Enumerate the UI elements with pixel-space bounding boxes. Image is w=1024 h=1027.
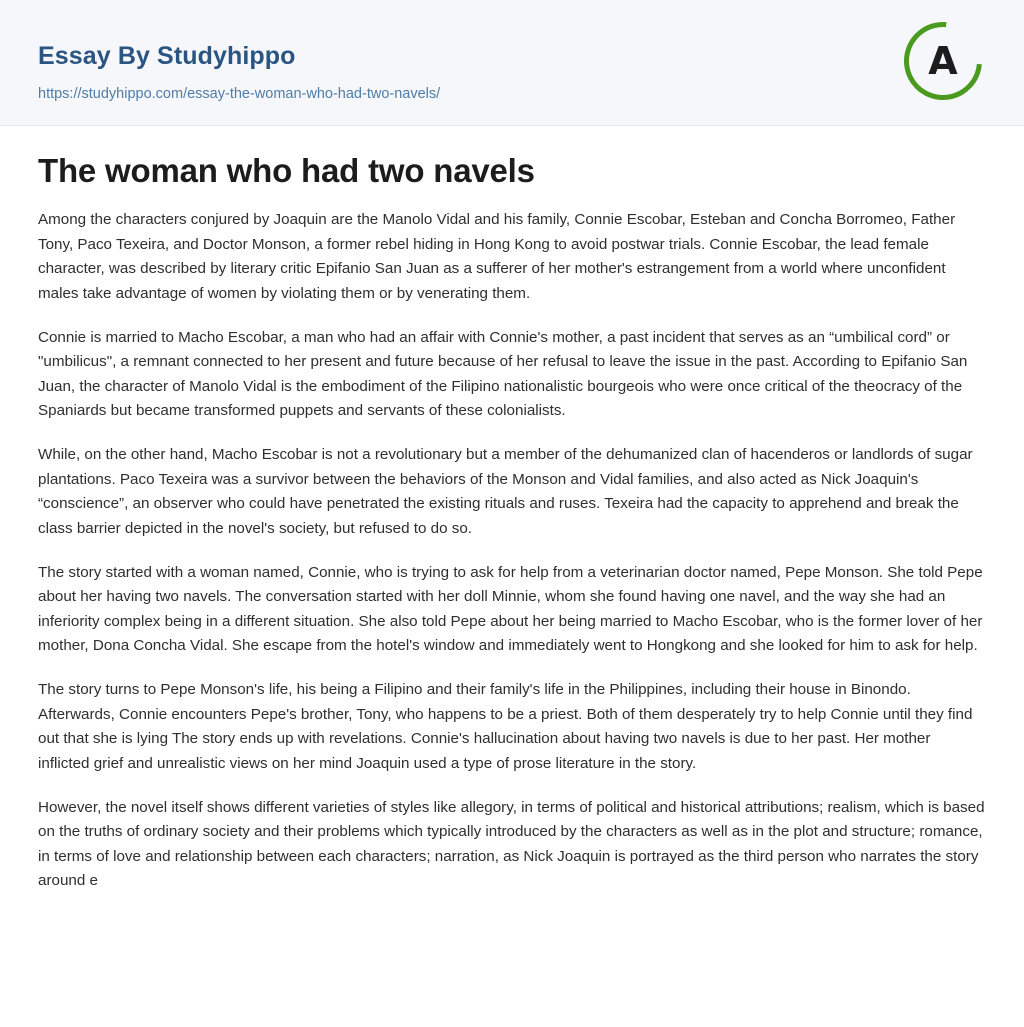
page-title: The woman who had two navels [38,152,535,189]
essay-paragraph: Among the characters conjured by Joaquin are the Manolo Vidal and his family, Connie Escobar, Esteban and Concha Borromeo, Father Tony, Paco Texeira, and Doctor Monson, a former rebel hiding in Hong Kong to avoid postwar trials. Connie Escobar, the lead female character, was described by literary critic Epifanio San Juan as a sufferer of her mother's estrangement from a world where unconfident males take advantage of women by violating them or by venerating them. [38,211,956,302]
logo-letter-a: A [928,39,958,83]
source-url-link[interactable]: https://studyhippo.com/essay-the-woman-who-had-two-navels/ [38,86,441,102]
site-header [0,0,1024,126]
essay-paragraph: While, on the other hand, Macho Escobar is not a revolutionary but a member of the dehumanized clan of hacenderos or landlords of sugar plantations. Paco Texeira was a survivor between the behaviors of the Monson and Vidal families, and also acted as Nick Joaquin's “conscience”, an observer who could have penetrated the existing rituals and ruses. Texeira had the capacity to apprehend and break the class barrier depicted in the novel's society, but refused to do so. [38,446,973,537]
essay-paragraph: Connie is married to Macho Escobar, a man who had an affair with Connie's mother, a past incident that serves as an “umbilical cord” or "umbilicus", a remnant connected to her present and future because of her refusal to leave the issue in the past. According to Epifanio San Juan, the character of Manolo Vidal is the embodiment of the Filipino nationalistic bourgeois who were once critical of the theocracy of the Spaniards but became transformed puppets and servants of these colonialists. [38,328,968,420]
essay-paragraph: The story started with a woman named, Connie, who is trying to ask for help from a veterinarian doctor named, Pepe Monson. She told Pepe about her having two navels. The conversation started with her doll Minnie, whom she found having one navel, and the way she had an inferiority complex being in a different situation. She also told Pepe about her being married to Macho Escobar, who is the former lover of her mother, Dona Concha Vidal. She escape from the hotel's window and immediately went to Hongkong and she looked for him to ask for help. [38,563,983,655]
site-brand: Essay By Studyhippo [38,42,296,70]
essay-paragraph: The story turns to Pepe Monson's life, his being a Filipino and their family's life in the Philippines, including their house in Binondo. Afterwards, Connie encounters Pepe's brother, Tony, who happens to be a priest. Both of them desperately try to help Connie until they find out that she is lying The story ends up with revelations. Connie's hallucination about having two navels is due to her past. Her mother inflicted grief and unrealistic views on her mind Joaquin used a type of prose literature in the story. [38,681,973,772]
site-logo [904,22,986,104]
essay-paragraph: However, the novel itself shows different varieties of styles like allegory, in terms of political and historical attributions; realism, which is based on the truths of ordinary society and their problems which typically introduced by the characters as well as in the plot and structure; romance, in terms of love and relationship between each characters; narration, as Nick Joaquin is portrayed as the third person who narrates the story around e [38,798,985,890]
essay-article [0,126,1024,894]
